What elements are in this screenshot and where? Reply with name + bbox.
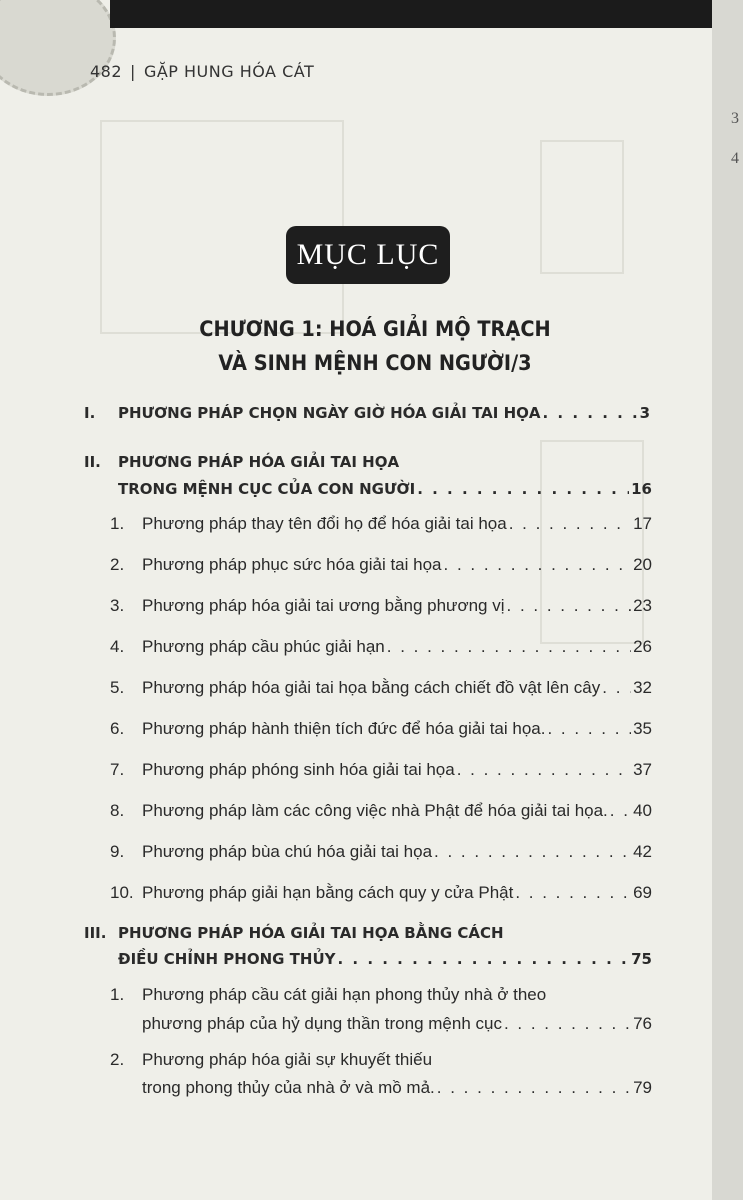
item-page: 69 [633, 883, 652, 902]
item-title: Phương pháp bùa chú hóa giải tai họa [142, 842, 433, 861]
toc-item-line1[interactable] [110, 985, 546, 1005]
item-page: 35 [633, 719, 652, 738]
dot-leader [387, 637, 631, 657]
item-page: 20 [633, 555, 652, 574]
item-page: 40 [633, 801, 652, 820]
toc-item-line1[interactable] [110, 1050, 432, 1070]
toc-item[interactable] [110, 842, 652, 862]
dot-leader [515, 883, 631, 903]
chapter-line-2: VÀ SINH MỆNH CON NGƯỜI/3 [218, 351, 532, 375]
section-title: PHƯƠNG PHÁP HÓA GIẢI TAI HỌA BẰNG CÁCH [118, 924, 504, 942]
section-number: II. [84, 453, 101, 471]
page-number: 482 [90, 62, 123, 81]
item-title-line2: trong phong thủy của nhà ở và mồ mả. [142, 1078, 435, 1097]
item-number: 3. [110, 596, 125, 615]
next-page-edge [712, 0, 743, 1200]
dot-leader [543, 404, 638, 422]
toc-item[interactable] [110, 514, 652, 534]
item-number: 4. [110, 637, 125, 656]
edge-text-fragment: 4 [731, 150, 739, 167]
item-number: 9. [110, 842, 125, 861]
section-page: 3 [639, 404, 650, 422]
decorative-seal-icon [0, 0, 116, 96]
chapter-heading [177, 312, 573, 380]
item-number: 1. [110, 514, 125, 533]
dot-leader [602, 678, 631, 698]
section-number: III. [84, 924, 107, 942]
toc-section-2[interactable] [118, 480, 652, 498]
dot-leader [547, 719, 631, 739]
toc-section-3-line1[interactable] [84, 924, 504, 942]
section-title-line2: TRONG MỆNH CỤC CỦA CON NGƯỜI [118, 480, 416, 498]
item-number: 8. [110, 801, 125, 820]
dot-leader [457, 760, 631, 780]
toc-item[interactable] [110, 678, 652, 698]
dot-leader [507, 596, 632, 616]
toc-section-3[interactable] [118, 950, 652, 968]
section-title: PHƯƠNG PHÁP CHỌN NGÀY GIỜ HÓA GIẢI TAI HỌA [118, 404, 541, 422]
item-number: 7. [110, 760, 125, 779]
item-title-line2: phương pháp của hỷ dụng thần trong mệnh cục [142, 1014, 502, 1033]
item-title: Phương pháp hóa giải sự khuyết thiếu [142, 1050, 433, 1069]
toc-section-2-line1[interactable] [84, 453, 399, 471]
item-title: Phương pháp làm các công việc nhà Phật để hóa giải tai họa. [142, 801, 608, 820]
bleed-through-drawing [540, 140, 624, 274]
item-title: Phương pháp hóa giải tai ương bằng phương vị [142, 596, 505, 615]
dot-leader [434, 842, 631, 862]
item-number: 1. [110, 985, 125, 1004]
item-title: Phương pháp hành thiện tích đức để hóa giải tai họa. [142, 719, 546, 738]
item-title: Phương pháp hóa giải tai họa bằng cách chiết đồ vật lên cây [142, 678, 601, 697]
chapter-line-1: CHƯƠNG 1: HOÁ GIẢI MỘ TRẠCH [199, 317, 551, 341]
toc-item[interactable] [110, 637, 652, 657]
item-page: 23 [633, 596, 652, 615]
book-title: GẶP HUNG HÓA CÁT [143, 62, 315, 81]
item-page: 26 [633, 637, 652, 656]
item-number: 2. [110, 555, 125, 574]
running-header [90, 62, 314, 81]
dot-leader [504, 1014, 631, 1034]
toc-item[interactable] [110, 596, 652, 616]
toc-item[interactable] [110, 719, 652, 739]
section-number: I. [84, 404, 96, 422]
dot-leader [437, 1078, 631, 1098]
section-page: 16 [631, 480, 652, 498]
item-page: 32 [633, 678, 652, 697]
item-number: 10. [110, 883, 134, 902]
item-title: Phương pháp cầu cát giải hạn phong thủy nhà ở theo [142, 985, 547, 1004]
item-number: 5. [110, 678, 125, 697]
dot-leader [338, 950, 630, 968]
item-title: Phương pháp giải hạn bằng cách quy y cửa Phật [142, 883, 514, 902]
toc-section-1[interactable] [84, 404, 650, 422]
item-title: Phương pháp phóng sinh hóa giải tai họa [142, 760, 455, 779]
item-title: Phương pháp thay tên đổi họ để hóa giải tai họa [142, 514, 507, 533]
dot-leader [417, 480, 629, 498]
item-title: Phương pháp cầu phúc giải hạn [142, 637, 385, 656]
toc-item[interactable] [110, 760, 652, 780]
page-top-shadow [110, 0, 712, 28]
item-page: 42 [633, 842, 652, 861]
edge-text-fragment: 3 [731, 110, 739, 127]
item-page: 79 [633, 1078, 652, 1097]
section-page: 75 [631, 950, 652, 968]
item-number: 6. [110, 719, 125, 738]
item-number: 2. [110, 1050, 125, 1069]
item-page: 76 [633, 1014, 652, 1033]
header-separator: | [130, 62, 136, 81]
toc-item[interactable] [110, 555, 652, 575]
item-page: 37 [633, 760, 652, 779]
section-title: PHƯƠNG PHÁP HÓA GIẢI TAI HỌA [118, 453, 400, 471]
toc-title: MỤC LỤC [286, 226, 450, 284]
dot-leader [444, 555, 632, 575]
toc-item[interactable] [142, 1014, 652, 1034]
toc-item[interactable] [110, 801, 652, 821]
item-title: Phương pháp phục sức hóa giải tai họa [142, 555, 442, 574]
dot-leader [509, 514, 631, 534]
toc-item[interactable] [110, 883, 652, 903]
section-title-line2: ĐIỀU CHỈNH PHONG THỦY [118, 950, 336, 968]
toc-item[interactable] [142, 1078, 652, 1098]
dot-leader [610, 801, 631, 821]
item-page: 17 [633, 514, 652, 533]
